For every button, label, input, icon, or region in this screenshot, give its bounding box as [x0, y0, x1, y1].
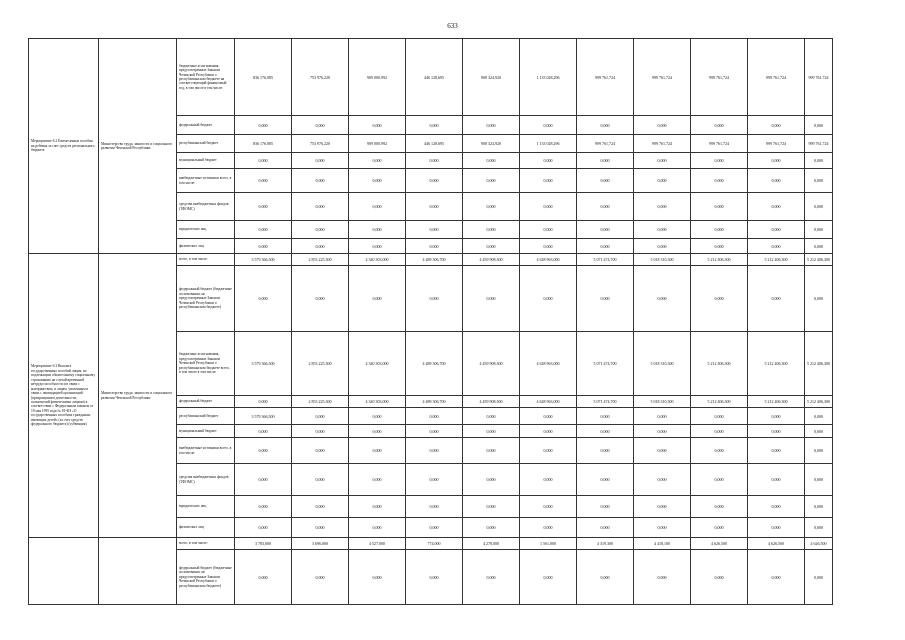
value-cell: 0,000	[292, 496, 349, 518]
value-cell: 0,000	[463, 221, 520, 239]
value-cell: 0,000	[748, 193, 805, 221]
value-cell: 0,000	[634, 550, 691, 605]
value-cell: 909 000,992	[349, 39, 406, 116]
value-cell: 0,000	[406, 425, 463, 438]
value-cell: 0,000	[691, 169, 748, 193]
value-cell: 2 853 225,300	[292, 332, 349, 396]
value-cell: 0,000	[349, 153, 406, 169]
value-cell: 0,000	[634, 425, 691, 438]
value-cell: 0,000	[577, 425, 634, 438]
value-cell: 0,000	[292, 193, 349, 221]
value-cell: 0,000	[748, 116, 805, 135]
value-cell: 999 761,724	[577, 39, 634, 116]
value-cell: 0,000	[691, 116, 748, 135]
value-cell: 0,000	[349, 169, 406, 193]
value-cell: 0,000	[691, 193, 748, 221]
value-cell: 0,000	[235, 193, 292, 221]
value-cell: 908 324,920	[463, 39, 520, 116]
value-cell: 5 071 474,700	[577, 332, 634, 396]
value-cell: 836 176,085	[235, 39, 292, 116]
value-cell: 0,000	[235, 169, 292, 193]
value-cell: 5 018 310,300	[634, 332, 691, 396]
value-cell: 0,000	[406, 266, 463, 332]
value-cell: 5 212 406,300	[748, 332, 805, 396]
value-cell: 0,000	[577, 438, 634, 464]
table-row	[29, 254, 833, 266]
value-cell: 0,000	[406, 169, 463, 193]
value-cell: 0,000	[349, 239, 406, 254]
value-cell: 0,000	[691, 496, 748, 518]
value-cell: 0,000	[349, 266, 406, 332]
value-cell: 0,000	[463, 518, 520, 538]
source-label: бюджетные ассигнования, предусмотренные Законом Чеченской Республики о республиканском бюджете на соответствующий финансовый год, в том числе в том числе:	[177, 39, 235, 116]
value-cell: 0,000	[292, 550, 349, 605]
value-cell: 3 783,000	[235, 538, 292, 550]
value-cell: 0,000	[691, 550, 748, 605]
value-cell: 999 761,724	[748, 39, 805, 116]
value-cell: 0,000	[520, 239, 577, 254]
value-cell: 0,000	[292, 408, 349, 425]
value-cell: 0,000	[520, 193, 577, 221]
value-cell: 0,000	[520, 438, 577, 464]
value-cell: 0,000	[748, 408, 805, 425]
source-label: муниципальный бюджет	[177, 153, 235, 169]
value-cell: 4 489 306,700	[406, 396, 463, 408]
measure-cell: Мероприятие 6.3 Выплата государственных пособий лицам, не подлежащим обязательному социальному страхованию на случай временной нетрудоспособности и в связи с материнством, и лицам, уволенным в связи с ликвидацией организаций (прекращением деятельности, полномочий физическими лицами) в соответствии с Федеральным законом от 19 мая 1995 года № 81-ФЗ «О государственных пособиях гражданам, имеющим детей» (за счет средств федерального бюджета) (субвенция)	[29, 254, 99, 538]
value-cell: 753 976,220	[292, 39, 349, 116]
value-cell: 0,000	[235, 438, 292, 464]
value-cell: 0,000	[805, 438, 833, 464]
value-cell: 0,000	[406, 496, 463, 518]
value-cell: 0,000	[634, 464, 691, 496]
value-cell: 0,000	[406, 464, 463, 496]
value-cell: 4 340 303,000	[349, 332, 406, 396]
value-cell: 0,000	[463, 425, 520, 438]
value-cell: 0,000	[292, 169, 349, 193]
value-cell: 0,000	[520, 425, 577, 438]
value-cell: 0,000	[691, 239, 748, 254]
value-cell: 0,000	[634, 221, 691, 239]
value-cell: 0,000	[805, 116, 833, 135]
value-cell: 5 018 310,300	[634, 396, 691, 408]
value-cell: 0,000	[748, 266, 805, 332]
value-cell: 0,000	[349, 193, 406, 221]
budget-table	[28, 38, 833, 605]
value-cell: 0,000	[292, 116, 349, 135]
page-number: 633	[447, 22, 458, 30]
value-cell: 5 212 406,300	[748, 254, 805, 266]
value-cell: 4 340 303,000	[349, 254, 406, 266]
value-cell: 4 628 963,000	[520, 254, 577, 266]
value-cell: 0,000	[292, 153, 349, 169]
value-cell: 0,000	[805, 169, 833, 193]
value-cell: 0,000	[349, 425, 406, 438]
value-cell: 0,000	[634, 408, 691, 425]
value-cell: 4 628 963,000	[520, 396, 577, 408]
value-cell: 5 071 474,700	[577, 254, 634, 266]
value-cell: 0,000	[406, 221, 463, 239]
value-cell: 0,000	[406, 239, 463, 254]
value-cell: 0,000	[691, 518, 748, 538]
value-cell: 0,000	[292, 221, 349, 239]
table-row	[29, 39, 833, 116]
value-cell: 3 579 366,500	[235, 254, 292, 266]
source-label: муниципальный бюджет	[177, 425, 235, 438]
value-cell: 999 761,724	[577, 135, 634, 153]
value-cell: 0,000	[349, 438, 406, 464]
value-cell: 0,000	[577, 193, 634, 221]
value-cell: 0,000	[406, 116, 463, 135]
value-cell: 0,000	[349, 408, 406, 425]
value-cell: 0,000	[805, 239, 833, 254]
value-cell: 0,000	[634, 438, 691, 464]
value-cell: 0,000	[577, 464, 634, 496]
value-cell: 5 212 406,300	[805, 254, 833, 266]
value-cell: 0,000	[520, 221, 577, 239]
value-cell: 909 000,992	[349, 135, 406, 153]
value-cell: 0,000	[406, 408, 463, 425]
source-label: федеральный бюджет	[177, 116, 235, 135]
value-cell: 0,000	[748, 438, 805, 464]
value-cell: 0,000	[235, 116, 292, 135]
value-cell: 0,000	[691, 221, 748, 239]
measure-cell: Мероприятие 6.2 Ежемесячные пособия на ребенка за счет средств регионального бюджета	[29, 39, 99, 254]
value-cell: 0,000	[805, 464, 833, 496]
source-label: юридических лиц	[177, 496, 235, 518]
value-cell: 446 128,695	[406, 39, 463, 116]
value-cell: 0,000	[805, 518, 833, 538]
value-cell: 4 489 306,700	[406, 332, 463, 396]
value-cell: 0,000	[406, 518, 463, 538]
value-cell: 0,000	[805, 266, 833, 332]
value-cell: 0,000	[748, 239, 805, 254]
source-label: всего, в том числе:	[177, 538, 235, 550]
value-cell: 999 761,724	[634, 135, 691, 153]
value-cell: 0,000	[235, 153, 292, 169]
value-cell: 0,000	[463, 496, 520, 518]
value-cell: 0,000	[748, 550, 805, 605]
value-cell: 0,000	[748, 221, 805, 239]
value-cell: 836 176,085	[235, 135, 292, 153]
value-cell: 0,000	[634, 169, 691, 193]
executor-cell: Министерство труда, занятости и социального развития Чеченской Республики	[99, 254, 177, 538]
executor-cell	[99, 538, 177, 605]
value-cell: 0,000	[691, 153, 748, 169]
value-cell: 0,000	[349, 221, 406, 239]
value-cell: 0,000	[691, 464, 748, 496]
source-label: всего, в том числе:	[177, 254, 235, 266]
value-cell: 3 579 366,500	[235, 332, 292, 396]
value-cell: 0,000	[634, 193, 691, 221]
value-cell: 908 324,920	[463, 135, 520, 153]
value-cell: 0,000	[691, 408, 748, 425]
value-cell: 0,000	[748, 496, 805, 518]
value-cell: 0,000	[235, 425, 292, 438]
value-cell: 3 696,000	[292, 538, 349, 550]
source-label: физических лиц	[177, 239, 235, 254]
table-row	[29, 538, 833, 550]
source-label: бюджетные ассигнования, предусмотренные Законом Чеченской Республики о республиканском бюджете всего, в том числе в том числе:	[177, 332, 235, 396]
value-cell: 0,000	[577, 116, 634, 135]
source-label: федеральный бюджет	[177, 396, 235, 408]
value-cell: 0,000	[406, 550, 463, 605]
value-cell: 4 628 963,000	[520, 332, 577, 396]
value-cell: 774,000	[406, 538, 463, 550]
value-cell: 999 761,724	[805, 39, 833, 116]
value-cell: 0,000	[748, 153, 805, 169]
value-cell: 999 761,724	[634, 39, 691, 116]
value-cell: 5 212 406,300	[691, 254, 748, 266]
value-cell: 5 018 310,300	[634, 254, 691, 266]
value-cell: 0,000	[463, 408, 520, 425]
value-cell: 0,000	[520, 464, 577, 496]
value-cell: 0,000	[463, 153, 520, 169]
value-cell: 753 976,220	[292, 135, 349, 153]
value-cell: 0,000	[520, 550, 577, 605]
value-cell: 0,000	[463, 193, 520, 221]
value-cell: 0,000	[349, 550, 406, 605]
value-cell: 0,000	[577, 169, 634, 193]
value-cell: 999 761,724	[748, 135, 805, 153]
value-cell: 4 459 908,300	[463, 254, 520, 266]
value-cell: 1 561,000	[520, 538, 577, 550]
value-cell: 5 212 406,300	[691, 396, 748, 408]
value-cell: 4 418,100	[634, 538, 691, 550]
value-cell: 2 853 225,300	[292, 396, 349, 408]
value-cell: 0,000	[235, 239, 292, 254]
value-cell: 0,000	[691, 266, 748, 332]
value-cell: 5 212 406,300	[805, 332, 833, 396]
value-cell: 0,000	[349, 496, 406, 518]
value-cell: 0,000	[520, 408, 577, 425]
value-cell: 0,000	[805, 425, 833, 438]
value-cell: 5 212 406,300	[748, 396, 805, 408]
value-cell: 0,000	[634, 266, 691, 332]
value-cell: 0,000	[406, 438, 463, 464]
value-cell: 0,000	[235, 396, 292, 408]
value-cell: 0,000	[349, 116, 406, 135]
value-cell: 0,000	[235, 464, 292, 496]
value-cell: 4 340 303,000	[349, 396, 406, 408]
value-cell: 0,000	[520, 116, 577, 135]
value-cell: 0,000	[577, 408, 634, 425]
value-cell: 4 626,500	[691, 538, 748, 550]
value-cell: 4 459 908,300	[463, 396, 520, 408]
value-cell: 0,000	[577, 266, 634, 332]
value-cell: 0,000	[235, 550, 292, 605]
source-label: федеральный бюджет (бюджетные ассигнования, не предусмотренные Законом Чеченской Республики о республиканском бюджете)	[177, 266, 235, 332]
value-cell: 0,000	[577, 153, 634, 169]
value-cell: 5 071 474,700	[577, 396, 634, 408]
value-cell: 0,000	[463, 266, 520, 332]
value-cell: 5 212 406,300	[805, 396, 833, 408]
value-cell: 0,000	[691, 438, 748, 464]
value-cell: 999 761,724	[691, 135, 748, 153]
value-cell: 0,000	[748, 518, 805, 538]
value-cell: 0,000	[634, 496, 691, 518]
value-cell: 0,000	[748, 464, 805, 496]
value-cell: 0,000	[292, 464, 349, 496]
value-cell: 0,000	[235, 266, 292, 332]
value-cell: 0,000	[805, 550, 833, 605]
value-cell: 4 626,500	[748, 538, 805, 550]
value-cell: 0,000	[463, 116, 520, 135]
value-cell: 0,000	[805, 193, 833, 221]
value-cell: 4 459 908,300	[463, 332, 520, 396]
value-cell: 0,000	[577, 496, 634, 518]
value-cell: 999 761,724	[805, 135, 833, 153]
value-cell: 0,000	[577, 239, 634, 254]
value-cell: 4 489 306,700	[406, 254, 463, 266]
value-cell: 0,000	[520, 266, 577, 332]
value-cell: 0,000	[235, 518, 292, 538]
value-cell: 0,000	[577, 518, 634, 538]
value-cell: 0,000	[349, 464, 406, 496]
source-label: юридических лиц	[177, 221, 235, 239]
value-cell: 3 579 366,500	[235, 408, 292, 425]
value-cell: 0,000	[463, 550, 520, 605]
value-cell: 0,000	[634, 518, 691, 538]
value-cell: 0,000	[634, 116, 691, 135]
value-cell: 0,000	[520, 153, 577, 169]
value-cell: 4 278,000	[463, 538, 520, 550]
value-cell: 0,000	[349, 518, 406, 538]
value-cell: 0,000	[805, 221, 833, 239]
value-cell: 5 212 406,300	[691, 332, 748, 396]
value-cell: 0,000	[520, 518, 577, 538]
value-cell: 0,000	[520, 496, 577, 518]
value-cell: 0,000	[235, 496, 292, 518]
source-label: средства внебюджетных фондов (ТФОМС)	[177, 193, 235, 221]
value-cell: 0,000	[463, 438, 520, 464]
value-cell: 0,000	[805, 153, 833, 169]
value-cell: 0,000	[235, 221, 292, 239]
value-cell: 4 626,500	[805, 538, 833, 550]
value-cell: 4 527,000	[349, 538, 406, 550]
value-cell: 0,000	[463, 464, 520, 496]
value-cell: 446 128,695	[406, 135, 463, 153]
value-cell: 0,000	[634, 153, 691, 169]
source-label: внебюджетные источники всего, в том числе:	[177, 438, 235, 464]
value-cell: 0,000	[292, 425, 349, 438]
source-label: физических лиц	[177, 518, 235, 538]
value-cell: 0,000	[292, 438, 349, 464]
value-cell: 0,000	[691, 425, 748, 438]
value-cell: 0,000	[748, 169, 805, 193]
value-cell: 0,000	[748, 425, 805, 438]
value-cell: 0,000	[577, 550, 634, 605]
value-cell: 4 319,300	[577, 538, 634, 550]
source-label: внебюджетные источники всего, в том числе:	[177, 169, 235, 193]
value-cell: 0,000	[292, 239, 349, 254]
value-cell: 0,000	[805, 408, 833, 425]
source-label: федеральный бюджет (бюджетные ассигнования, не предусмотренные Законом Чеченской Республики о республиканском бюджете)	[177, 550, 235, 605]
value-cell: 999 761,724	[691, 39, 748, 116]
value-cell: 1 133 028,296	[520, 39, 577, 116]
value-cell: 0,000	[805, 496, 833, 518]
value-cell: 0,000	[577, 221, 634, 239]
value-cell: 1 133 028,296	[520, 135, 577, 153]
value-cell: 0,000	[634, 239, 691, 254]
source-label: республиканский бюджет	[177, 408, 235, 425]
measure-cell	[29, 538, 99, 605]
source-label: средства внебюджетных фондов (ТФОМС)	[177, 464, 235, 496]
source-label: республиканский бюджет	[177, 135, 235, 153]
value-cell: 0,000	[292, 266, 349, 332]
value-cell: 0,000	[292, 518, 349, 538]
value-cell: 0,000	[520, 169, 577, 193]
value-cell: 0,000	[463, 239, 520, 254]
executor-cell: Министерство труда, занятости и социального развития Чеченской Республики	[99, 39, 177, 254]
value-cell: 2 853 225,300	[292, 254, 349, 266]
value-cell: 0,000	[406, 153, 463, 169]
value-cell: 0,000	[463, 169, 520, 193]
value-cell: 0,000	[406, 193, 463, 221]
